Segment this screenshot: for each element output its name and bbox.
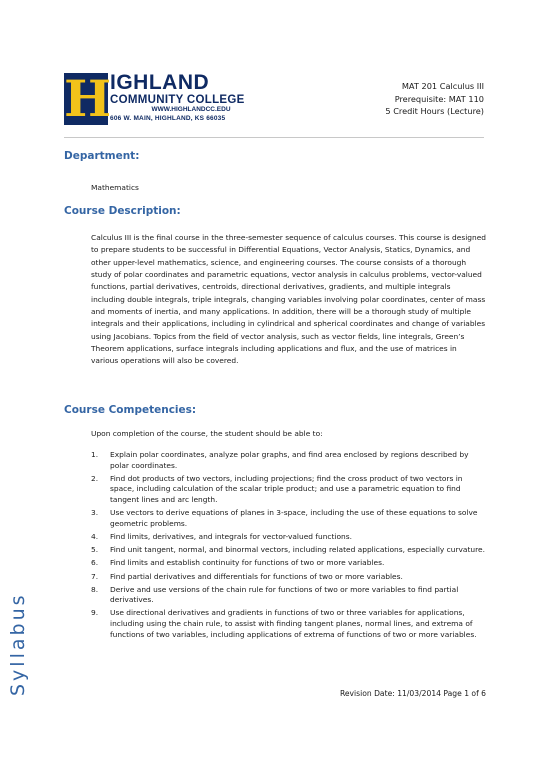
footer-revision: Revision Date: 11/03/2014 Page 1 of 6 <box>339 689 486 698</box>
competencies-heading: Course Competencies: <box>64 404 197 416</box>
list-item <box>91 585 486 606</box>
logo-letter: H <box>64 69 110 128</box>
header-divider <box>64 137 484 138</box>
college-logo <box>64 69 284 128</box>
course-prerequisite: Prerequisite: MAT 110 <box>394 93 484 104</box>
list-item-text: Explain polar coordinates, analyze polar graphs, and find area enclosed by regions described by polar coordinates. <box>110 450 469 470</box>
list-item-number: 1. <box>91 450 99 459</box>
list-item-number: 2. <box>91 473 99 483</box>
list-item <box>91 545 486 556</box>
list-item <box>91 532 486 543</box>
list-item <box>91 572 486 583</box>
list-item-text: Find limits, derivatives, and integrals for vector-valued functions. <box>110 531 352 541</box>
competencies-list <box>91 450 486 643</box>
logo-address: 606 W. MAIN, HIGHLAND, KS 66035 <box>110 115 226 122</box>
course-title: MAT 201 Calculus III <box>401 81 484 91</box>
list-item-number: 5. <box>91 545 99 555</box>
list-item-text: Find dot products of two vectors, including projections; find the cross product of two vectors in space, including calculation of the scalar triple product; and use a parametric equation to find tangent lines and arc length. <box>110 473 463 504</box>
list-item-text: Use directional derivatives and gradients in functions of two or three variables for applications, including using the chain rule, to assist with finding tangent planes, normal lines, and extrema of functions of two variables, including applications of extrema of functions of two or more variables. <box>110 608 477 639</box>
list-item-number: 6. <box>91 558 99 568</box>
list-item-number: 9. <box>91 608 99 618</box>
list-item-number: 4. <box>91 531 99 541</box>
list-item-text: Derive and use versions of the chain rule for functions of two or more variables to find partial derivatives. <box>110 584 459 605</box>
side-label: Syllabus <box>7 592 29 696</box>
logo-url: WWW.HIGHLANDCC.EDU <box>151 106 231 113</box>
list-item <box>91 508 486 529</box>
course-info <box>385 80 484 118</box>
list-item <box>91 450 486 471</box>
list-item-text: Find partial derivatives and differentials for functions of two or more variables. <box>110 571 403 581</box>
list-item-text: Find limits and establish continuity for functions of two or more variables. <box>110 558 385 568</box>
description-heading: Course Description: <box>64 205 181 217</box>
list-item-text: Use vectors to derive equations of planes in 3-space, including the use of these equations to solve geometric problems. <box>110 508 478 528</box>
course-credit-hours: 5 Credit Hours (Lecture) <box>385 106 484 116</box>
list-item-number: 8. <box>91 584 99 594</box>
list-item-text: Find unit tangent, normal, and binormal vectors, including related applications, especially curvature. <box>110 545 485 555</box>
list-item <box>91 474 486 506</box>
list-item <box>91 558 486 569</box>
department-value: Mathematics <box>91 183 139 192</box>
description-text: Calculus III is the final course in the three-semester sequence of calculus courses. This course is designed to prepare students to be successful in Differential Equations, Vector Analysis, Statics, Dynamics, and other upper-level mathematics, science, and engineering courses. The course consists of a thorough study of polar coordinates and parametric equations, vector analysis in calculus problems, vector-valued functions, partial derivatives, centroids, directional derivatives, gradients, and multiple integrals including double integrals, triple integrals, changing variables involving polar coordinates, center of mass and moments of inertia, and many applications. In addition, there will be a thorough study of multiple integrals and their applications, including in cylindrical and spherical coordinates and change of variables using Jacobians. Topics from the field of vector analysis, such as vector fields, line integrals, Green’s Theorem applications, surface integrals including applications and flux, and the use of matrices in various operations will also be covered. <box>91 233 487 366</box>
department-heading: Department: <box>64 150 140 162</box>
list-item-number: 7. <box>91 571 99 581</box>
list-item-number: 3. <box>91 508 99 518</box>
logo-name: IGHLAND <box>110 71 210 94</box>
competencies-intro: Upon completion of the course, the student should be able to: <box>91 429 323 438</box>
list-item <box>91 608 486 640</box>
logo-subtitle: COMMUNITY COLLEGE <box>110 94 245 106</box>
